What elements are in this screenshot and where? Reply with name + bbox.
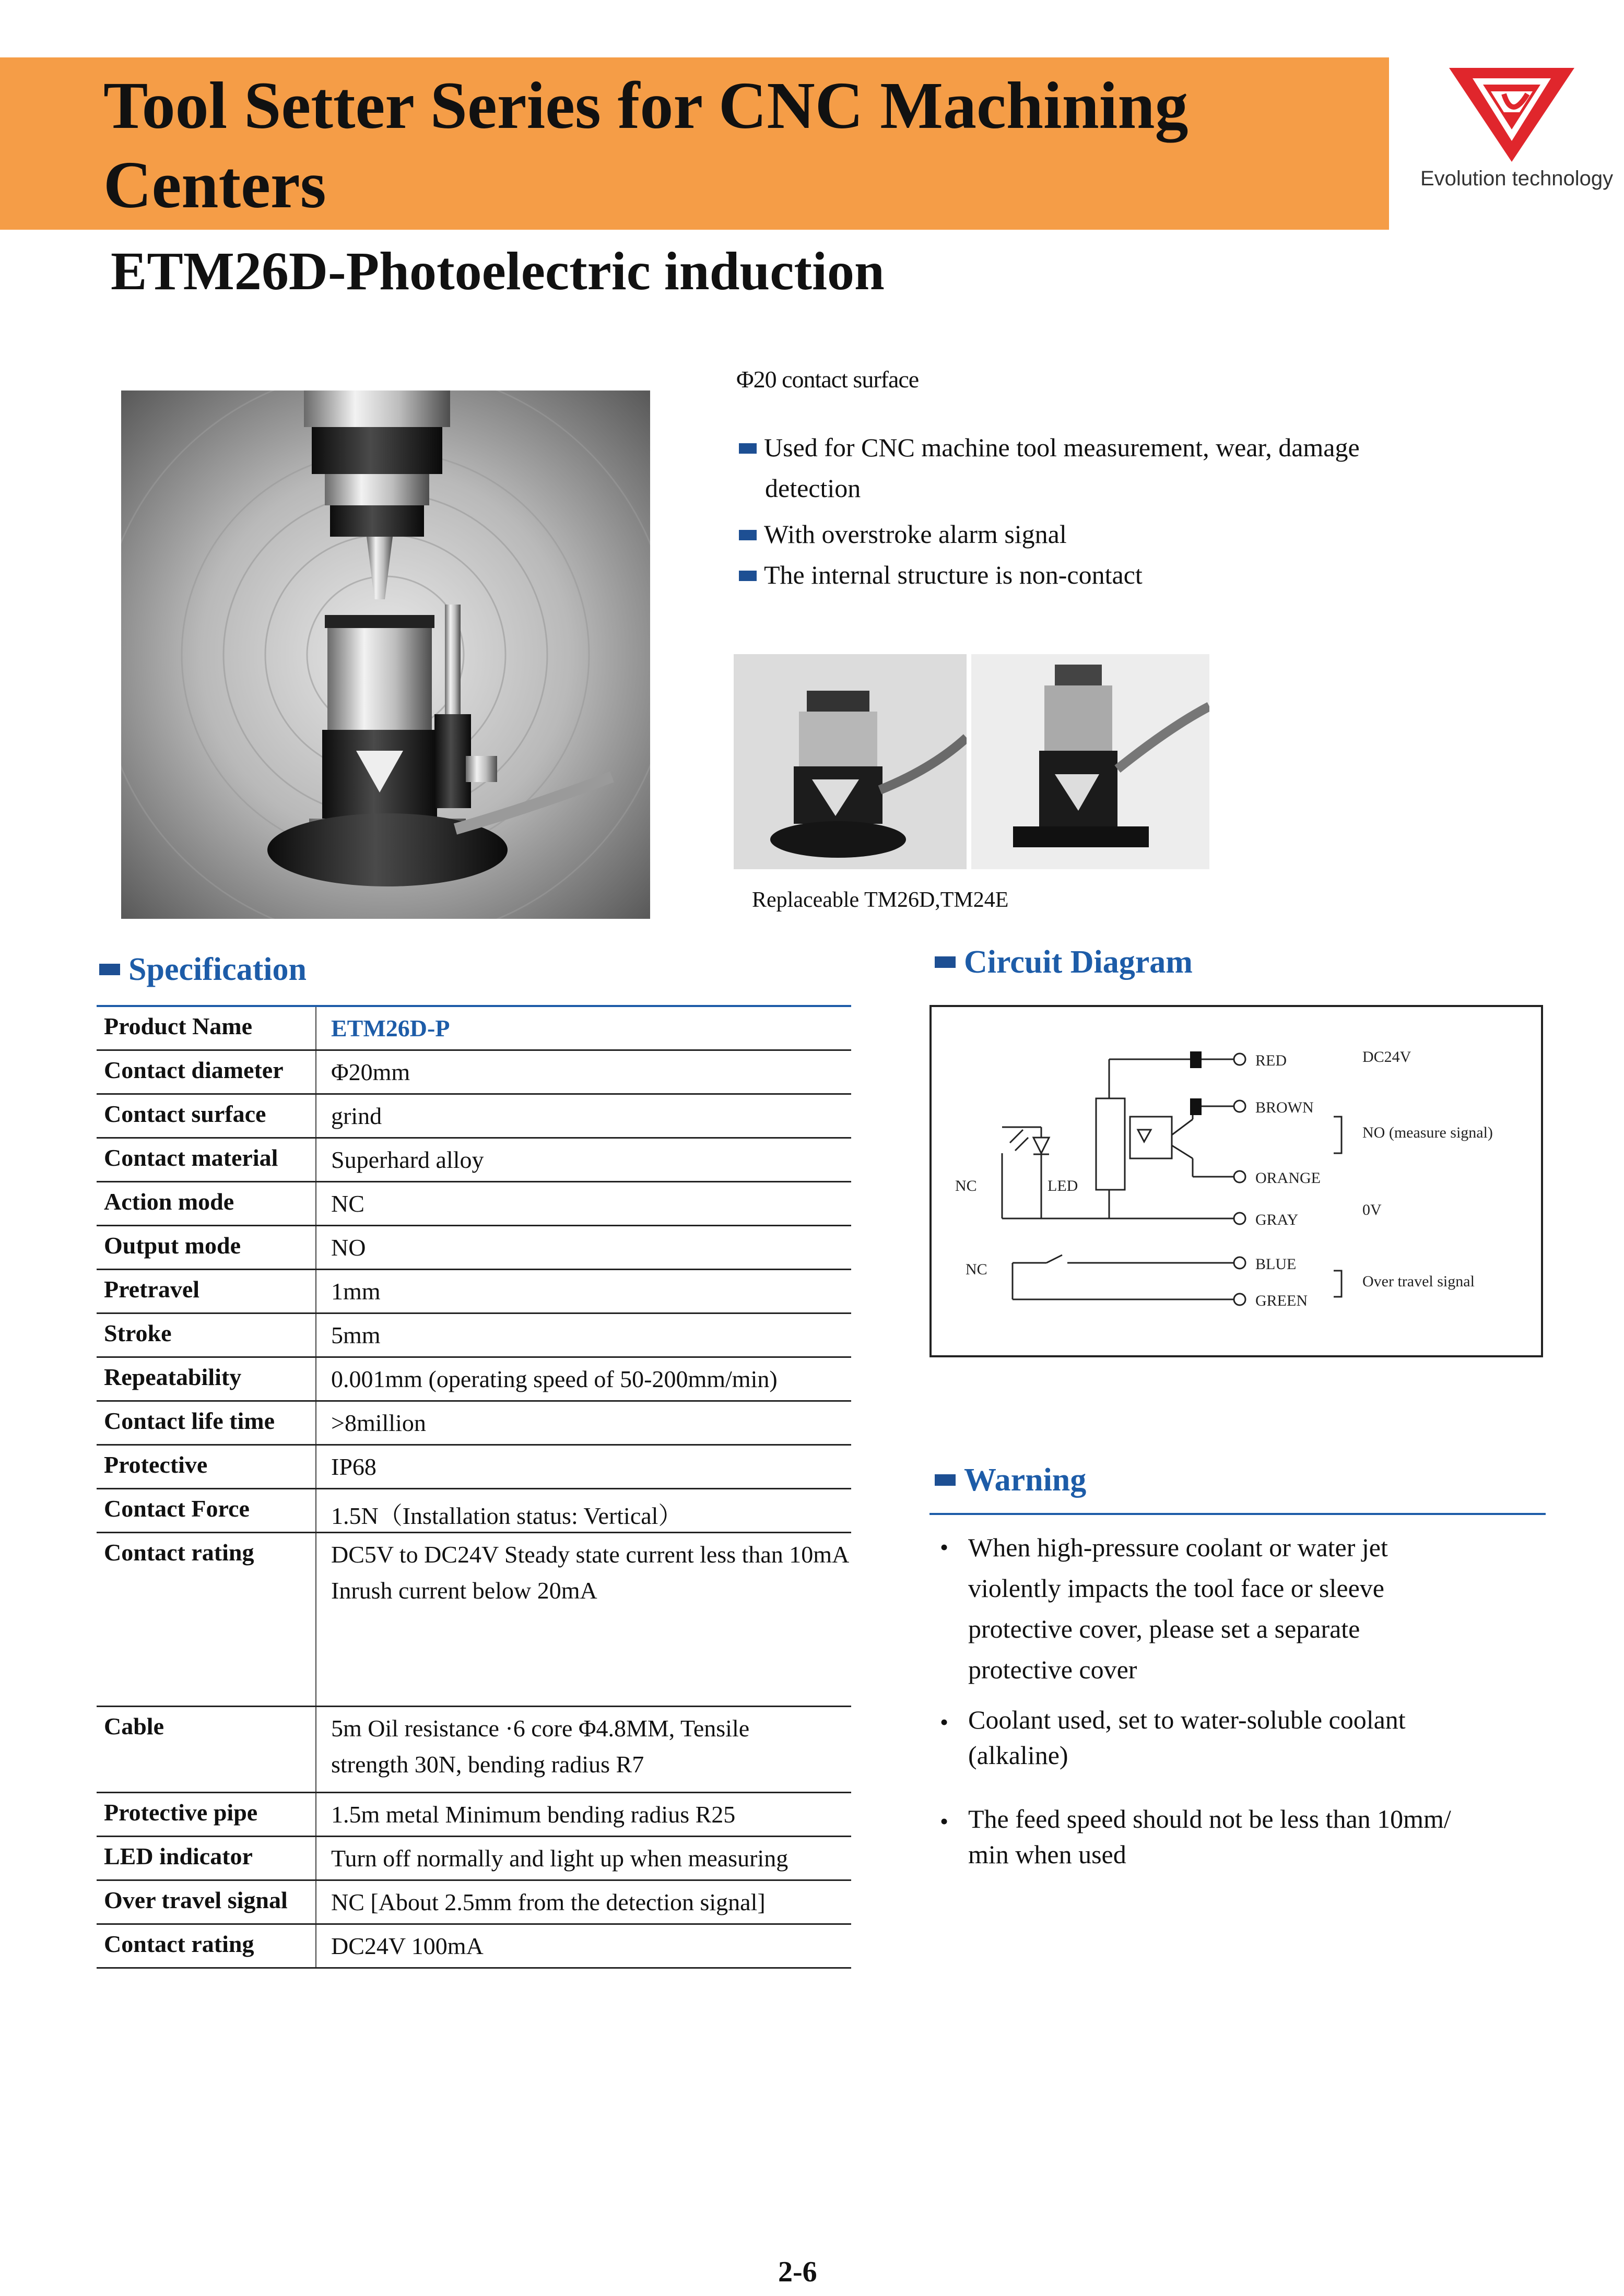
table-row: Protective pipe 1.5m metal Minimum bending radius R25 [97,1792,851,1836]
table-row: Cable 5m Oil resistance ·6 core Φ4.8MM, Tensile strength 30N, bending radius R7 [97,1706,851,1792]
bullet-dot-icon: • [940,1534,949,1560]
page-number: 2-6 [778,2256,817,2288]
zero-v-label: 0V [1362,1201,1382,1218]
table-row: Action mode NC [97,1181,851,1225]
table-row: LED indicator Turn off normally and light up when measuring [97,1836,851,1880]
table-row: Repeatability 0.001mm (operating speed of 50-200mm/min) [97,1357,851,1401]
wire-label: BLUE [1255,1256,1297,1273]
table-row: Stroke 5mm [97,1313,851,1357]
product-photo-silver [734,654,967,869]
specification-table [97,1005,851,1969]
product-photo-main [121,390,650,919]
product-subtitle: ETM26D-Photoelectric induction [111,241,885,301]
nc-label: NC [966,1261,987,1278]
square-bullet-icon [935,956,956,968]
square-bullet-icon [935,1474,956,1486]
table-row: Contact Force 1.5N（Installation status: Vertical） [97,1488,851,1532]
feature-item: The internal structure is non-contact [739,554,1460,595]
led-label: LED [1048,1177,1078,1194]
replacement-caption: Replaceable TM26D,TM24E [752,888,1009,912]
bullet-dot-icon: • [940,1709,949,1735]
contact-surface-note: Φ20 contact surface [736,366,919,393]
company-name: Evolution technology [1420,167,1614,190]
dc24v-label: DC24V [1362,1048,1411,1066]
feature-item: Used for CNC machine tool measurement, wear, damage detection [739,427,1460,508]
over-travel-label: Over travel signal [1362,1273,1475,1290]
circuit-heading: Circuit Diagram [935,944,1193,981]
warning-divider [929,1513,1546,1515]
warning-item: • When high-pressure coolant or water jet violently impacts the tool face or sleeve protective cover, please set a separate protective cover [940,1527,1514,1690]
table-row: Contact rating DC5V to DC24V Steady state current less than 10mA Inrush current below 20mA [97,1532,851,1706]
wire-label: GRAY [1255,1211,1299,1228]
company-logo [1441,63,1582,167]
square-bullet-icon [99,964,120,975]
wire-label: GREEN [1255,1292,1308,1309]
table-row: Contact diameter Φ20mm [97,1050,851,1094]
no-signal-label: NO (measure signal) [1362,1124,1493,1141]
wire-label: RED [1255,1052,1287,1069]
table-row: Pretravel 1mm [97,1269,851,1313]
square-bullet-icon [739,530,757,540]
table-row: Contact rating DC24V 100mA [97,1924,851,1968]
wire-label: BROWN [1255,1099,1314,1116]
table-row: Contact surface grind [97,1094,851,1138]
circuit-diagram [929,1005,1543,1357]
table-row: Product Name ETM26D-P [97,1006,851,1050]
specification-heading: Specification [99,951,307,988]
warning-heading: Warning [935,1462,1086,1499]
bullet-dot-icon: • [940,1808,949,1835]
warning-item: • The feed speed should not be less than 10mm/ min when used [940,1801,1514,1872]
table-row: Protective IP68 [97,1445,851,1488]
square-bullet-icon [739,571,757,581]
table-row: Over travel signal NC [About 2.5mm from the detection signal] [97,1880,851,1924]
feature-item: With overstroke alarm signal [739,514,1460,554]
table-row: Contact life time >8million [97,1401,851,1445]
page-title: Tool Setter Series for CNC Machining Centers [103,68,1188,222]
wire-label: ORANGE [1255,1169,1321,1187]
product-photo-dark [971,654,1209,869]
square-bullet-icon [739,443,757,454]
table-row: Output mode NO [97,1225,851,1269]
table-row: Contact material Superhard alloy [97,1138,851,1181]
warning-item: • Coolant used, set to water-soluble coolant (alkaline) [940,1702,1514,1773]
nc-label: NC [955,1177,977,1194]
